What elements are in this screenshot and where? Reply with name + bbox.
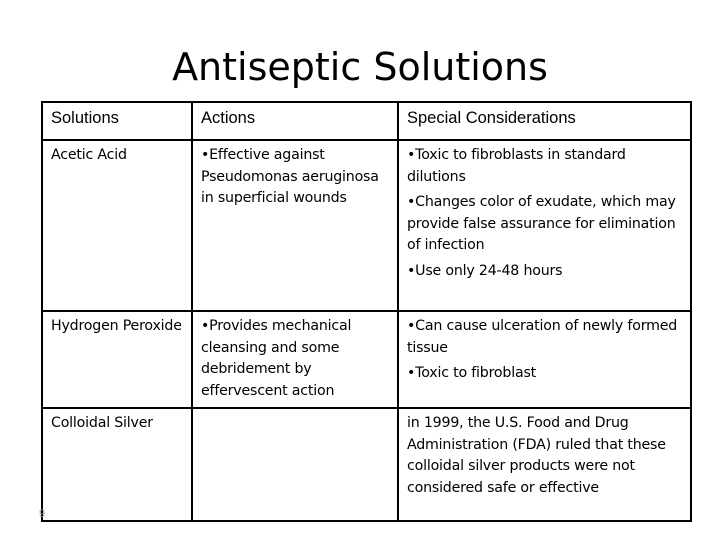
solution-cell: Acetic Acid (42, 140, 192, 311)
consideration-item: •Changes color of exudate, which may provide false assurance for elimination of infection (407, 194, 676, 253)
actions-cell (192, 408, 398, 521)
slide-title: Antiseptic Solutions (172, 45, 548, 89)
action-item: •Effective against Pseudomonas aeruginosa in superficial wounds (201, 147, 379, 206)
consideration-item: •Toxic to fibroblasts in standard dilutions (407, 147, 626, 185)
table-row (42, 408, 691, 521)
actions-cell (192, 311, 398, 408)
solution-cell: Hydrogen Peroxide (42, 311, 192, 408)
header-special-considerations: Special Considerations (398, 102, 691, 140)
consideration-item: •Can cause ulceration of newly formed tissue (407, 318, 678, 356)
header-solutions: Solutions (42, 102, 192, 140)
header-actions: Actions (192, 102, 398, 140)
table-row (42, 140, 691, 311)
consideration-item: •Toxic to fibroblast (407, 365, 537, 381)
considerations-cell (398, 311, 691, 408)
actions-cell (192, 140, 398, 311)
table-row (42, 311, 691, 408)
consideration-item: •Use only 24-48 hours (407, 262, 563, 279)
antiseptic-table (41, 101, 692, 522)
considerations-cell (398, 408, 691, 521)
page-number: 9 (39, 508, 46, 520)
action-item: •Provides mechanical cleansing and some debridement by effervescent action (201, 318, 352, 399)
table-header-row (42, 102, 691, 140)
solution-cell: Colloidal Silver (42, 408, 192, 521)
considerations-cell (398, 140, 691, 311)
consideration-item: in 1999, the U.S. Food and Drug Administration (FDA) ruled that these colloidal silver products were not considered safe or effective (407, 415, 666, 496)
